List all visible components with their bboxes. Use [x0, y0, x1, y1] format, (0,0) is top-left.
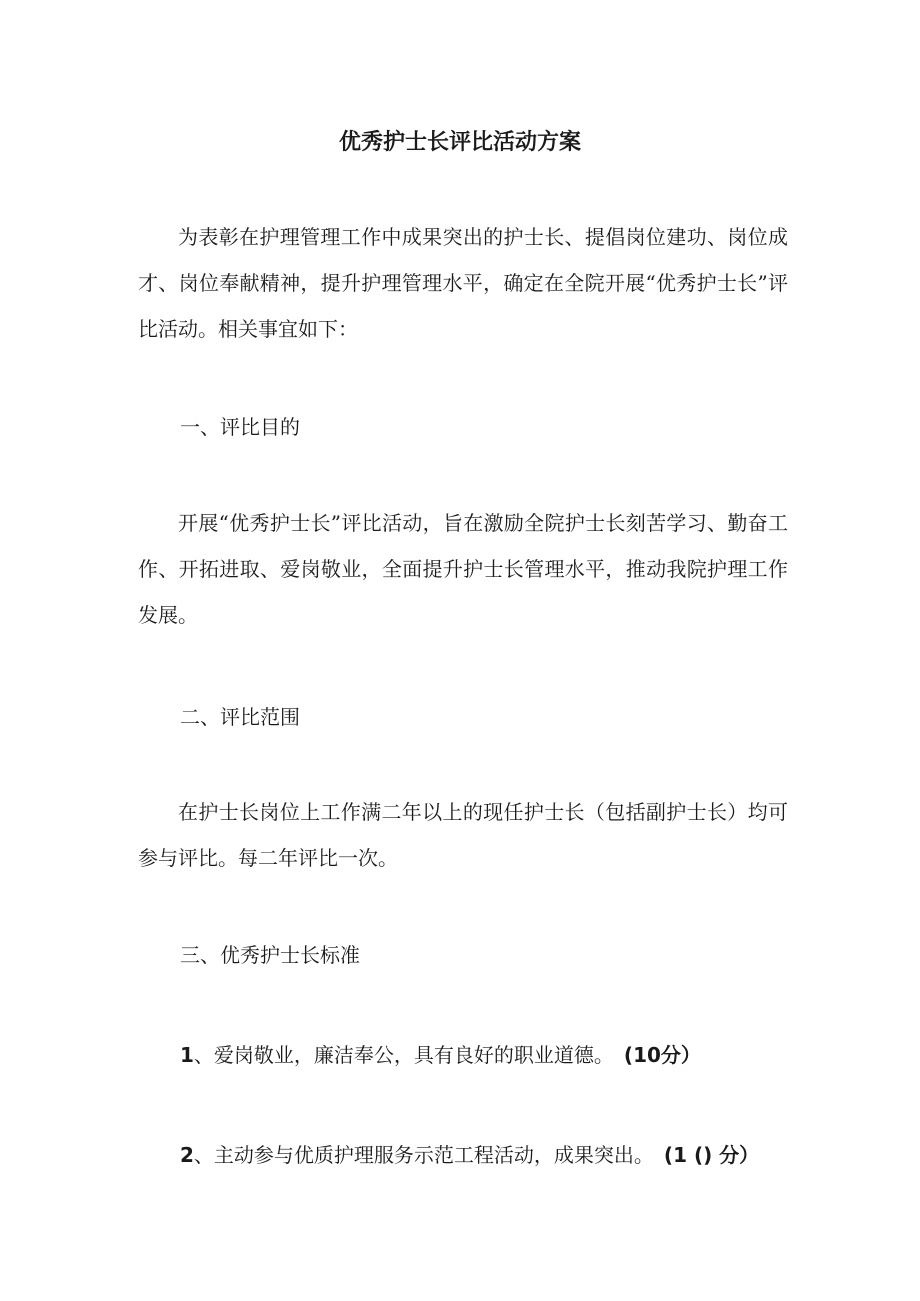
item-score: (10分）	[623, 1043, 701, 1067]
item-text: 、爱岗敬业，廉洁奉公，具有良好的职业道德。	[193, 1043, 614, 1067]
standard-item	[180, 1040, 701, 1070]
item-score: (1 () 分）	[663, 1143, 760, 1167]
item-number: 1	[180, 1043, 194, 1067]
purpose-paragraph: 开展“优秀护士长”评比活动，旨在激励全院护士长刻苦学习、勤奋工作、开拓进取、爱岗敬业，全面提升护士长管理水平，推动我院护理工作发展。	[138, 511, 788, 627]
scope-paragraph: 在护士长岗位上工作满二年以上的现任护士长（包括副护士长）均可参与评比。每二年评比一次。	[138, 800, 788, 870]
standard-item	[180, 1140, 759, 1170]
section-heading-scope: 二、评比范围	[180, 705, 300, 729]
item-number: 2	[180, 1143, 194, 1167]
item-text: 、主动参与优质护理服务示范工程活动，成果突出。	[193, 1143, 654, 1167]
intro-paragraph: 为表彰在护理管理工作中成果突出的护士长、提倡岗位建功、岗位成才、岗位奉献精神，提升护理管理水平，确定在全院开展“优秀护士长”评比活动。相关事宜如下：	[138, 225, 788, 341]
section-heading-standards: 三、优秀护士长标准	[180, 943, 360, 967]
document-title: 优秀护士长评比活动方案	[338, 130, 581, 155]
section-heading-purpose: 一、评比目的	[180, 415, 300, 439]
